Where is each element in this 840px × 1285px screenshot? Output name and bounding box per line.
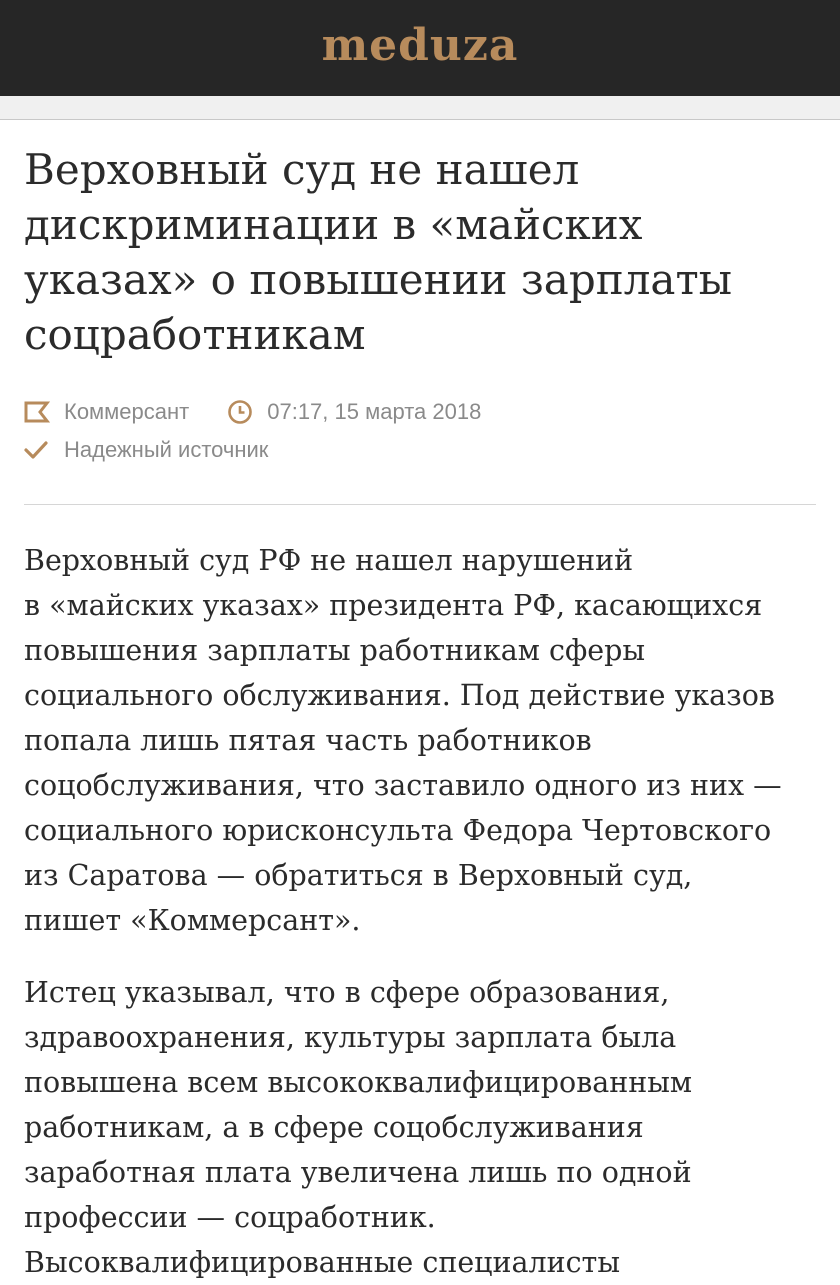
reliability-label: Надежный источник: [64, 437, 269, 462]
paragraph-line: повышена всем высококвалифицированным: [24, 1066, 693, 1099]
paragraph-line: соцобслуживания, что заставило одного из них —: [24, 769, 782, 802]
checkmark-icon: [24, 436, 52, 464]
article-paragraph: [24, 970, 824, 1285]
title-line: указах» о повышении зарплаты: [24, 255, 733, 304]
paragraph-line: здравоохранения, культуры зарплата была: [24, 1021, 677, 1054]
paragraph-line: заработная плата увеличена лишь по одной: [24, 1156, 692, 1189]
reliability-row: [24, 436, 268, 464]
paragraph-line: профессии — соцработник.: [24, 1201, 436, 1234]
paragraph-line: социального обслуживания. Под действие указов: [24, 679, 775, 712]
source-flag-icon: [24, 398, 52, 426]
top-bar: [0, 0, 840, 96]
title-line: Верховный суд не нашел: [24, 145, 580, 194]
source-name[interactable]: Коммерсант: [64, 399, 190, 424]
paragraph-line: Истец указывал, что в сфере образования,: [24, 976, 670, 1009]
title-line: дискриминации в «майских: [24, 200, 643, 249]
paragraph-line: социального юрисконсульта Федора Чертовского: [24, 814, 772, 847]
publish-time: 07:17, 15 марта 2018: [267, 399, 482, 424]
paragraph-line: из Саратова — обратиться в Верховный суд,: [24, 859, 693, 892]
paragraph-line: Высоквалифицированные специалисты: [24, 1246, 621, 1279]
article-meta: [24, 398, 481, 426]
title-line: соцработникам: [24, 310, 366, 359]
article-paragraph: [24, 538, 824, 943]
meta-divider: [24, 504, 816, 505]
paragraph-line: повышения зарплаты работникам сферы: [24, 634, 646, 667]
paragraph-line: попала лишь пятая часть работников: [24, 724, 592, 757]
article-title: [24, 142, 814, 362]
clock-icon: [227, 398, 255, 426]
paragraph-line: работникам, а в сфере соцобслуживания: [24, 1111, 644, 1144]
header-divider-band: [0, 96, 840, 120]
paragraph-line: в «майских указах» президента РФ, касающихся: [24, 589, 763, 622]
paragraph-line: пишет «Коммерсант».: [24, 904, 361, 937]
paragraph-line: Верховный суд РФ не нашел нарушений: [24, 544, 634, 577]
meduza-logo[interactable]: meduza: [321, 20, 519, 71]
